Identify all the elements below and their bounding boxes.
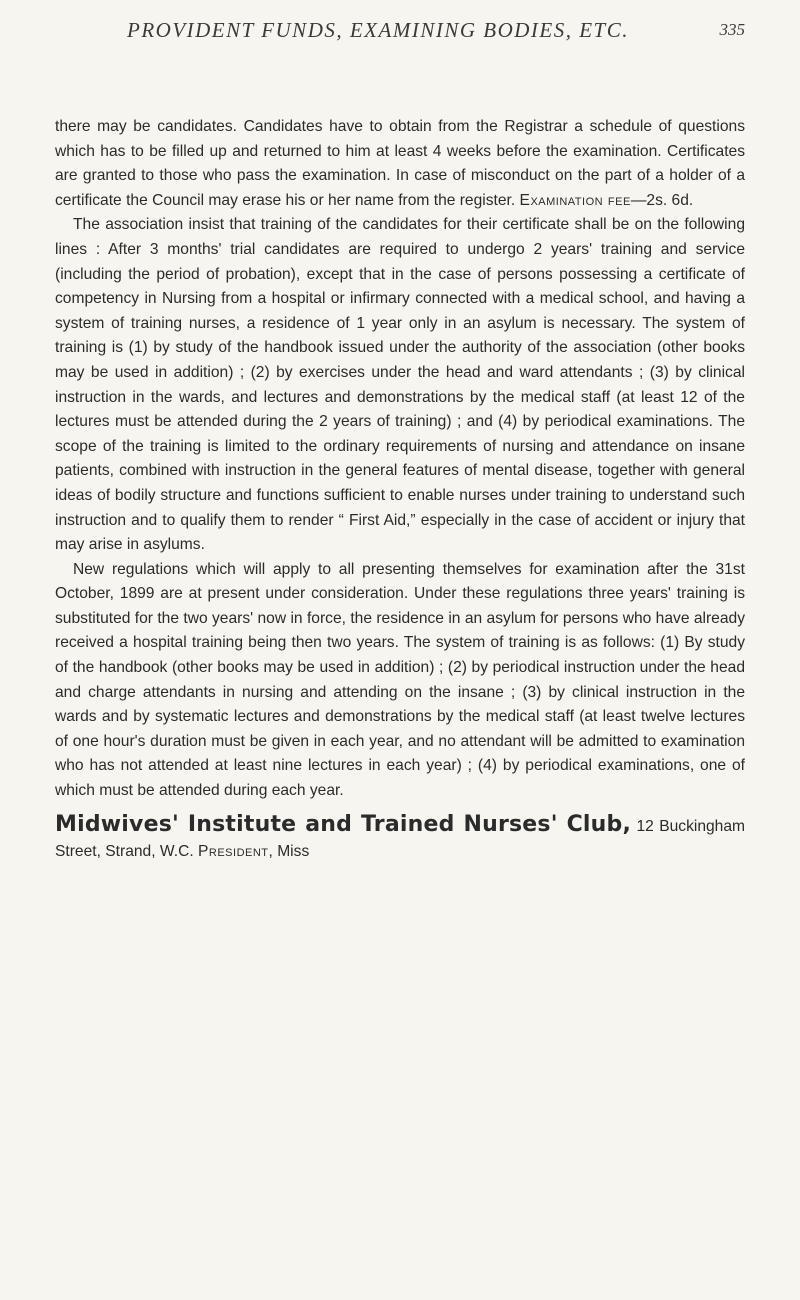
paragraph-training-lines: The association insist that training of the candidates for their certificate shall be on the following lines : After 3 months' trial candidates are required to undergo 2 years' training and service (including the period of probation), except that in the case of persons possessing a certificate of competency in Nursing from a hospital or infirmary connected with a medical school, and having a system of training nurses, a residence of 1 year only in an asylum is necessary. The system of training is (1) by study of the handbook issued under the authority of the association (other books may be used in addition) ; (2) by exercises under the head and ward attendants ; (3) by clinical instruction in the wards, and lectures and demonstrations by the medical staff (at least 12 of the lectures must be attended during the 2 years of training) ; and (4) by periodical examinations. The scope of the training is limited to the ordinary requirements of nursing and attendance on insane patients, combined with instruction in the general features of mental disease, together with general ideas of bodily structure and functions sufficient to enable nurses under training to understand such instruction and to qualify them to render “ First Aid,” especially in the case of accident or injury that may arise in asylums. [55, 216, 745, 554]
paragraph-registration-text: there may be candidates. Candidates have to obtain from the Registrar a schedule of questions which has to be filled up and returned to him at least 4 weeks before the examination. Certificates are granted to those who pass the examination. In case of misconduct on the part of a holder of a certificate the Council may erase his or her name from the register. [55, 118, 745, 209]
paragraph-new-regulations: New regulations which will apply to all presenting themselves for examination after the 31st October, 1899 are at present under consideration. Under these regulations three years' training is substituted for the two years' now in force, the residence in an asylum for persons who have already received a hospital training being then two years. The system of training is as follows: (1) By study of the handbook (other books may be used in addition) ; (2) by periodical instruction under the head and charge attendants in nursing and attending on the insane ; (3) by clinical instruction in the wards and by systematic lectures and demonstrations by the medical staff (at least twelve lectures of one hour's duration must be given in each year, and no attendant will be admitted to examination who has not attended at least nine lectures in each year) ; (4) by periodical examinations, one of which must be attended during each year. [55, 560, 745, 800]
club-address: 12 Buckingham Street, Strand, W.C. [55, 817, 746, 860]
running-head: PROVIDENT FUNDS, EXAMINING BODIES, ETC. [127, 18, 629, 42]
club-title: Midwives' Institute and Trained Nurses' Club, [55, 811, 632, 837]
paragraph-registration [55, 115, 745, 213]
president-value: , Miss [268, 842, 310, 860]
page-body [55, 115, 745, 864]
examination-fee-value: —2s. 6d. [630, 191, 694, 209]
president-label: President [198, 842, 269, 860]
page-number: 335 [719, 20, 745, 39]
book-page [55, 0, 745, 864]
page-header [55, 0, 745, 47]
club-entry [55, 812, 745, 864]
examination-fee-label: Examination fee [519, 191, 631, 209]
